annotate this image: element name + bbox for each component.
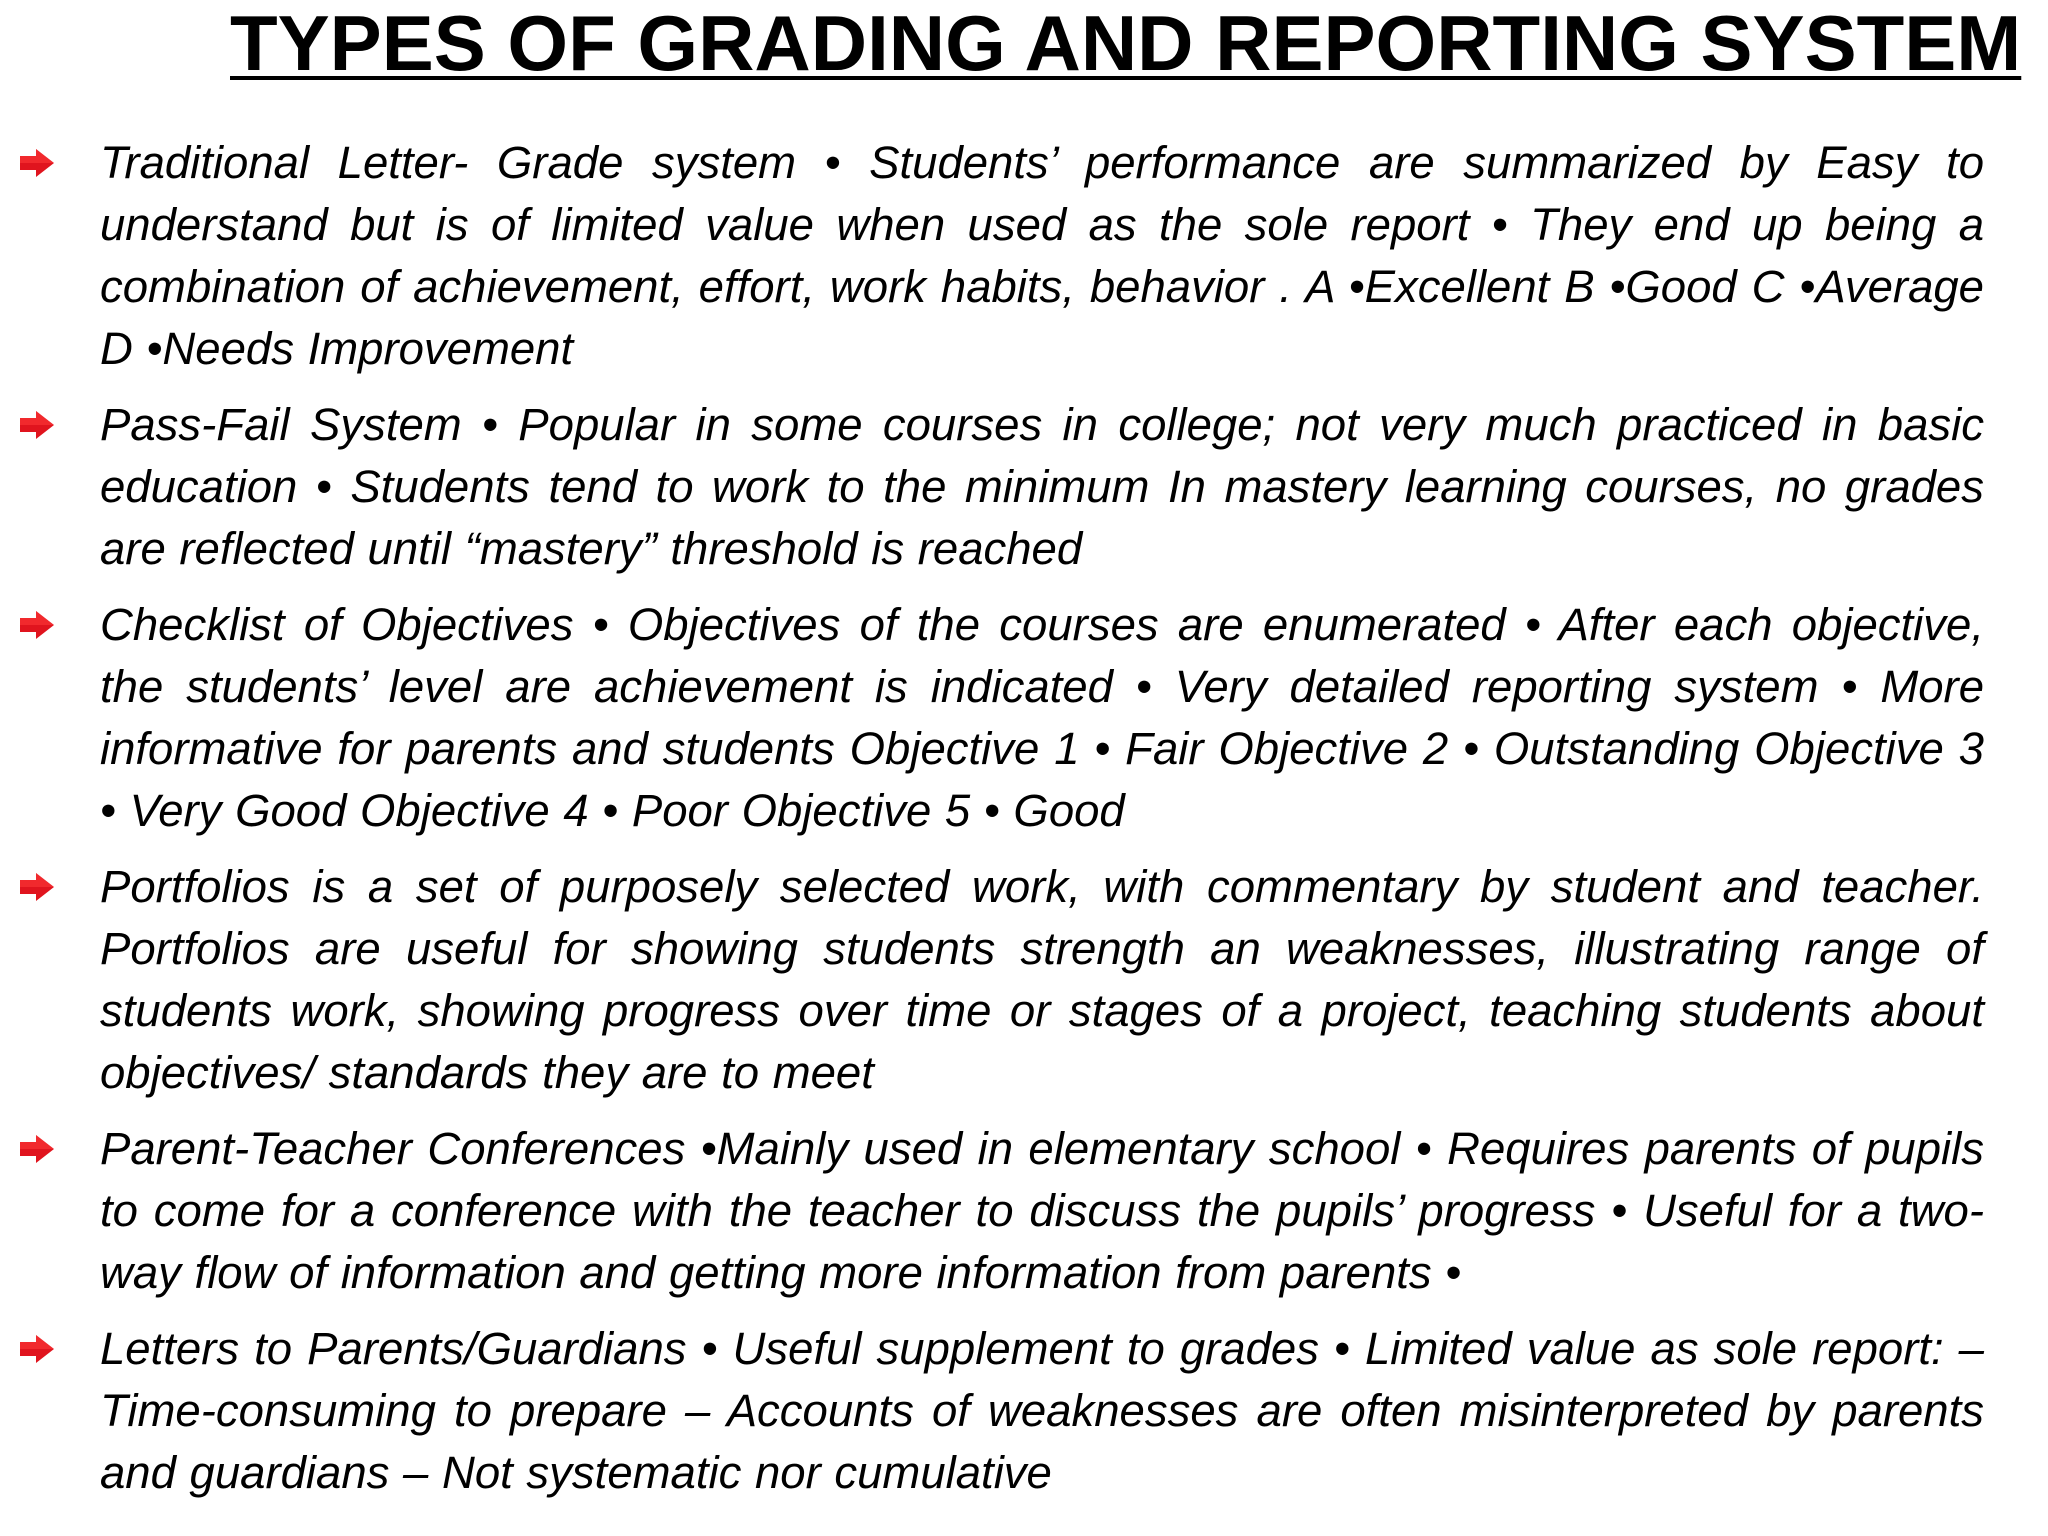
bullet-item-pass-fail	[16, 394, 1984, 580]
bullet-text: Pass-Fail System • Popular in some courses in college; not very much practiced in basic education • Students tend to work to the minimum In mastery learning courses, no grades are reflected until “mastery” threshold is reached	[100, 399, 1984, 574]
bullet-text: Portfolios is a set of purposely selected work, with commentary by student and teacher. Portfolios are useful for showing students strength an weaknesses, illustrating range of students work, showing progress over time or stages of a project, teaching students about objectives/ standards they are to meet	[100, 861, 1984, 1098]
bullet-item-parent-teacher-conferences	[16, 1118, 1984, 1304]
red-arrow-bullet-icon	[18, 1334, 56, 1364]
bullet-item-checklist-of-objectives	[16, 594, 1984, 842]
bullet-text: Letters to Parents/Guardians • Useful supplement to grades • Limited value as sole report: – Time-consuming to prepare – Accounts of weaknesses are often misinterpreted by parents and guardians – Not systematic nor cumulative	[100, 1323, 1984, 1498]
bullet-text: Parent-Teacher Conferences •Mainly used in elementary school • Requires parents of pupils to come for a conference with the teacher to discuss the pupils’ progress • Useful for a two-way flow of information and getting more information from parents •	[100, 1123, 1984, 1298]
red-arrow-bullet-icon	[18, 1134, 56, 1164]
bullet-text: Traditional Letter- Grade system • Students’ performance are summarized by Easy to understand but is of limited value when used as the sole report • They end up being a combination of achievement, effort, work habits, behavior . A •Excellent B •Good C •Average D •Needs Improvement	[100, 137, 1984, 374]
bullet-list	[16, 132, 1984, 1518]
bullet-text: Checklist of Objectives • Objectives of the courses are enumerated • After each objective, the students’ level are achievement is indicated • Very detailed reporting system • More informative for parents and students Objective 1 • Fair Objective 2 • Outstanding Objective 3 • Very Good Objective 4 • Poor Objective 5 • Good	[100, 599, 1984, 836]
red-arrow-bullet-icon	[18, 872, 56, 902]
slide-title: TYPES OF GRADING AND REPORTING SYSTEM	[230, 0, 2022, 87]
bullet-item-traditional-letter-grade	[16, 132, 1984, 380]
red-arrow-bullet-icon	[18, 610, 56, 640]
red-arrow-bullet-icon	[18, 410, 56, 440]
bullet-item-letters-to-parents	[16, 1318, 1984, 1504]
red-arrow-bullet-icon	[18, 148, 56, 178]
bullet-item-portfolios	[16, 856, 1984, 1104]
